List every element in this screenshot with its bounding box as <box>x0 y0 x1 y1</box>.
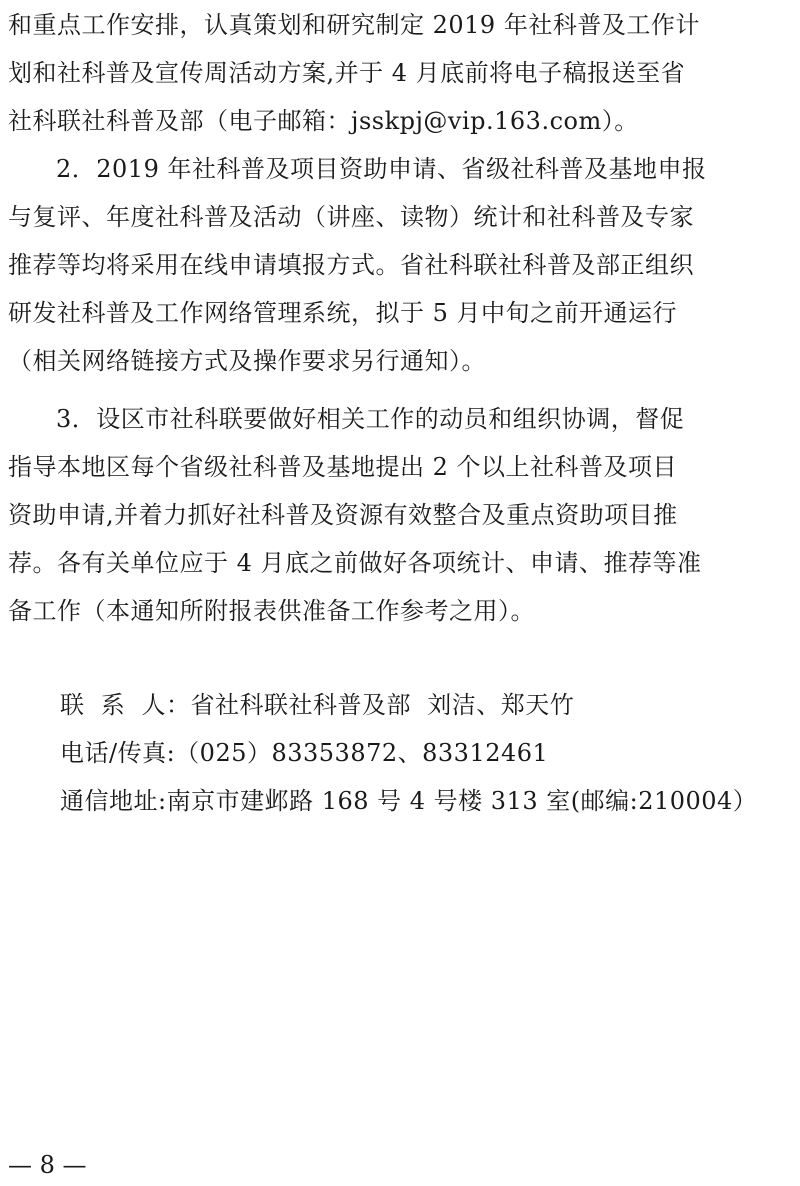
item-2-line: 与复评、年度社科普及活动（讲座、读物）统计和社科普及专家 <box>8 203 694 231</box>
item-2-line: 推荐等均将采用在线申请填报方式。省社科联社科普及部正组织 <box>8 251 694 279</box>
item-3-line: 3．设区市社科联要做好相关工作的动员和组织协调，督促 <box>56 405 685 433</box>
item-2-line: 研发社科普及工作网络管理系统，拟于 5 月中旬之前开通运行 <box>8 299 678 327</box>
paragraph-line: 划和社科普及宣传周活动方案,并于 4 月底前将电子稿报送至省 <box>8 59 686 87</box>
contact-address: 通信地址:南京市建邺路 168 号 4 号楼 313 室(邮编:210004） <box>60 787 758 815</box>
contact-phone: 电话/传真:（025）83353872、83312461 <box>60 739 549 767</box>
item-2-line: （相关网络链接方式及操作要求另行通知）。 <box>8 347 486 375</box>
paragraph-line: 社科联社科普及部（电子邮箱：jsskpj@vip.163.com）。 <box>8 107 639 135</box>
item-3-line: 备工作（本通知所附报表供准备工作参考之用）。 <box>8 597 535 625</box>
paragraph-line: 和重点工作安排，认真策划和研究制定 2019 年社科普及工作计 <box>8 11 700 39</box>
item-3-line: 指导本地区每个省级社科普及基地提出 2 个以上社科普及项目 <box>8 453 678 481</box>
item-3-line: 资助申请,并着力抓好社科普及资源有效整合及重点资助项目推 <box>8 501 678 529</box>
page-number: — 8 — <box>8 1151 87 1179</box>
item-2-line: 2．2019 年社科普及项目资助申请、省级社科普及基地申报 <box>56 155 707 183</box>
item-3-line: 荐。各有关单位应于 4 月底之前做好各项统计、申请、推荐等准 <box>8 549 702 577</box>
contact-person: 联 系 人：省社科联社科普及部 刘洁、郑天竹 <box>60 691 575 719</box>
